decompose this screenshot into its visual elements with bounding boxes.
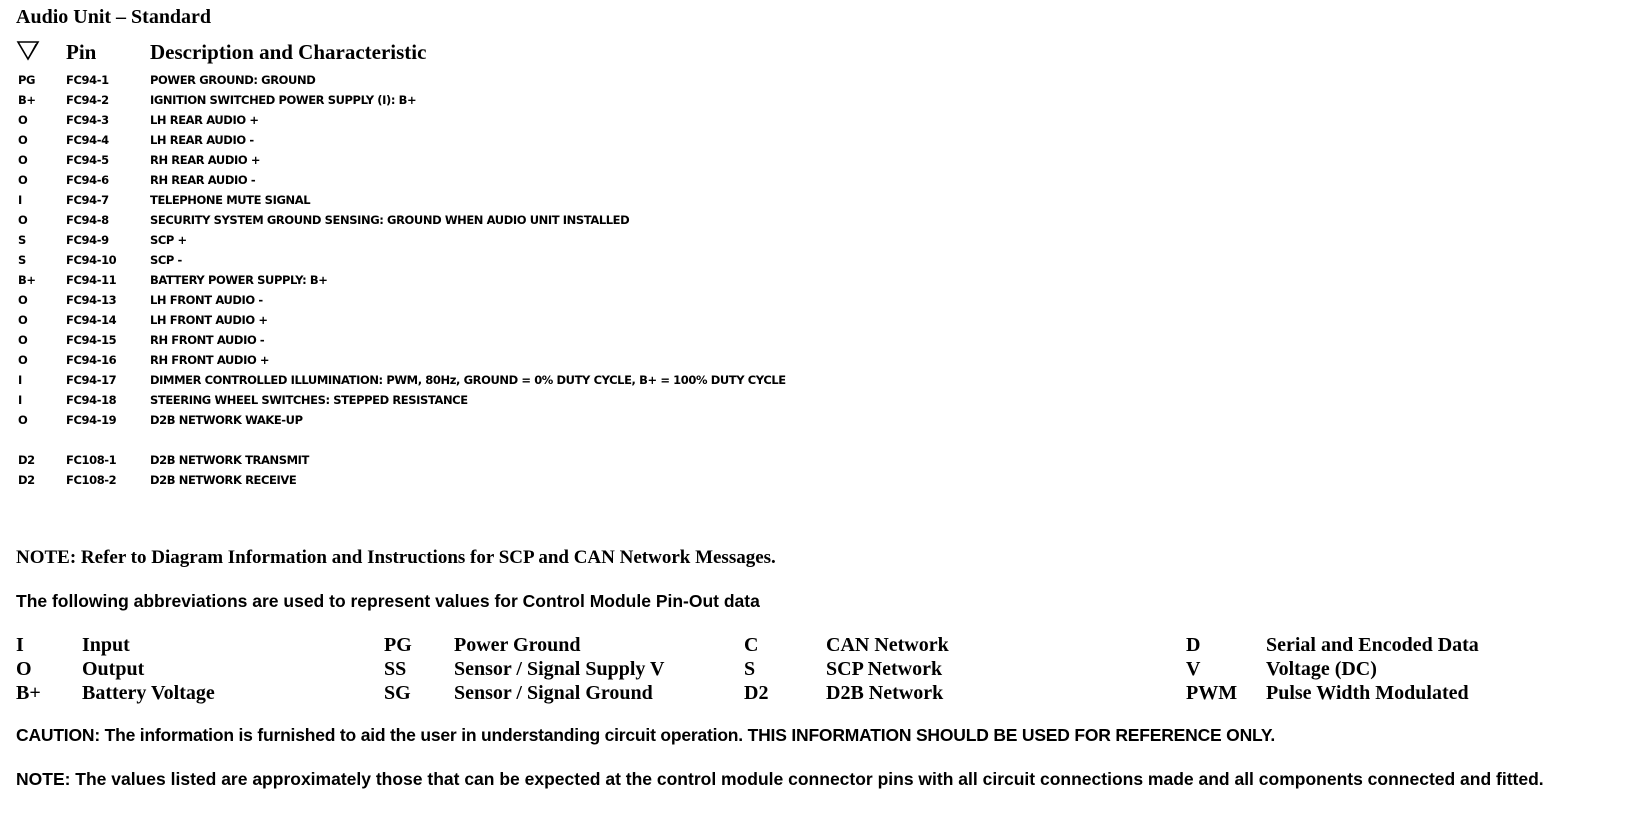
pin-row xyxy=(0,70,1632,90)
column-header-pin: Pin xyxy=(66,40,97,64)
pin-id: FC108-1 xyxy=(66,453,117,467)
network-note: NOTE: Refer to Diagram Information and Instructions for SCP and CAN Network Messages. xyxy=(16,547,776,568)
pin-description: BATTERY POWER SUPPLY: B+ xyxy=(150,273,328,287)
document-title: Audio Unit – Standard xyxy=(16,6,212,28)
abbr-meaning: Sensor / Signal Ground xyxy=(454,682,653,704)
abbr-code: V xyxy=(1186,658,1201,680)
pin-id: FC94-1 xyxy=(66,73,109,87)
pin-id: FC108-2 xyxy=(66,473,117,487)
pin-row xyxy=(0,110,1632,130)
abbreviations-legend xyxy=(0,634,1632,714)
abbr-code: I xyxy=(16,634,24,656)
abbr-meaning: Voltage (DC) xyxy=(1266,658,1377,680)
pin-id: FC94-6 xyxy=(66,173,109,187)
pin-description: D2B NETWORK TRANSMIT xyxy=(150,453,309,467)
abbr-code: D2 xyxy=(744,682,769,704)
pin-type: O xyxy=(18,413,28,427)
pin-row xyxy=(0,170,1632,190)
pin-type: PG xyxy=(18,73,36,87)
values-note: NOTE: The values listed are approximately those that can be expected at the control module connector pins with all circuit connections made and all components connected and fitted. xyxy=(16,769,1544,789)
pin-type: O xyxy=(18,293,28,307)
pin-description: DIMMER CONTROLLED ILLUMINATION: PWM, 80Hz, GROUND = 0% DUTY CYCLE, B+ = 100% DUTY CYCLE xyxy=(150,373,786,387)
pin-id: FC94-3 xyxy=(66,113,109,127)
pin-id: FC94-16 xyxy=(66,353,117,367)
abbr-code: PG xyxy=(384,634,412,656)
pin-type: O xyxy=(18,113,28,127)
pin-type: O xyxy=(18,353,28,367)
pin-description: SCP + xyxy=(150,233,187,247)
pin-description: RH FRONT AUDIO - xyxy=(150,333,265,347)
pin-row xyxy=(0,330,1632,350)
pin-description: TELEPHONE MUTE SIGNAL xyxy=(150,193,311,207)
pin-description: RH FRONT AUDIO + xyxy=(150,353,270,367)
abbr-code: C xyxy=(744,634,759,656)
pin-type: O xyxy=(18,313,28,327)
pin-id: FC94-7 xyxy=(66,193,109,207)
pin-description: LH FRONT AUDIO - xyxy=(150,293,263,307)
pin-id: FC94-4 xyxy=(66,133,109,147)
pin-type: I xyxy=(18,373,22,387)
pin-row xyxy=(0,290,1632,310)
pin-description: LH FRONT AUDIO + xyxy=(150,313,268,327)
abbr-code: S xyxy=(744,658,756,680)
pin-type: O xyxy=(18,333,28,347)
pin-id: FC94-5 xyxy=(66,153,109,167)
pin-type: S xyxy=(18,233,26,247)
pin-description: RH REAR AUDIO - xyxy=(150,173,256,187)
abbr-code: SG xyxy=(384,682,411,704)
pin-row xyxy=(0,270,1632,290)
pin-description: D2B NETWORK WAKE-UP xyxy=(150,413,303,427)
pin-description: D2B NETWORK RECEIVE xyxy=(150,473,297,487)
pin-type: I xyxy=(18,193,22,207)
abbr-code: B+ xyxy=(16,682,41,704)
pin-description: SCP - xyxy=(150,253,182,267)
pin-row xyxy=(0,310,1632,330)
pin-row xyxy=(0,130,1632,150)
abbr-code: SS xyxy=(384,658,407,680)
pin-row xyxy=(0,450,1632,470)
abbr-meaning: Power Ground xyxy=(454,634,581,656)
pin-id: FC94-9 xyxy=(66,233,109,247)
pin-row xyxy=(0,410,1632,430)
pin-description: LH REAR AUDIO - xyxy=(150,133,254,147)
pin-description: SECURITY SYSTEM GROUND SENSING: GROUND WHEN AUDIO UNIT INSTALLED xyxy=(150,213,630,227)
abbr-meaning: Battery Voltage xyxy=(82,682,215,704)
pin-id: FC94-15 xyxy=(66,333,117,347)
pin-row xyxy=(0,250,1632,270)
pin-type: S xyxy=(18,253,26,267)
pin-description: STEERING WHEEL SWITCHES: STEPPED RESISTANCE xyxy=(150,393,468,407)
pin-row xyxy=(0,90,1632,110)
pin-id: FC94-10 xyxy=(66,253,117,267)
column-header-description: Description and Characteristic xyxy=(150,40,427,64)
pin-id: FC94-19 xyxy=(66,413,117,427)
pin-row xyxy=(0,470,1632,490)
abbr-meaning: Sensor / Signal Supply V xyxy=(454,658,665,680)
pin-type: O xyxy=(18,153,28,167)
pin-id: FC94-11 xyxy=(66,273,117,287)
abbreviations-intro: The following abbreviations are used to represent values for Control Module Pin-Out data xyxy=(16,591,760,611)
pin-row xyxy=(0,210,1632,230)
pin-row xyxy=(0,390,1632,410)
caution-text: CAUTION: The information is furnished to aid the user in understanding circuit operation. THIS INFORMATION SHOULD BE USED FOR REFERENCE ONLY. xyxy=(16,725,1276,745)
pin-description: RH REAR AUDIO + xyxy=(150,153,261,167)
pin-id: FC94-14 xyxy=(66,313,117,327)
abbr-meaning: Input xyxy=(82,634,130,656)
pin-row xyxy=(0,190,1632,210)
pin-id: FC94-17 xyxy=(66,373,117,387)
pin-row xyxy=(0,230,1632,250)
abbr-meaning: Pulse Width Modulated xyxy=(1266,682,1469,704)
pin-type: O xyxy=(18,133,28,147)
abbr-code: O xyxy=(16,658,32,680)
pin-description: POWER GROUND: GROUND xyxy=(150,73,316,87)
pin-description: IGNITION SWITCHED POWER SUPPLY (I): B+ xyxy=(150,93,417,107)
pin-description: LH REAR AUDIO + xyxy=(150,113,259,127)
pin-type: B+ xyxy=(18,273,36,287)
abbr-meaning: CAN Network xyxy=(826,634,949,656)
abbr-meaning: D2B Network xyxy=(826,682,944,704)
abbr-code: D xyxy=(1186,634,1201,656)
pin-type: B+ xyxy=(18,93,36,107)
abbr-meaning: Serial and Encoded Data xyxy=(1266,634,1479,656)
pin-type: O xyxy=(18,213,28,227)
pin-id: FC94-2 xyxy=(66,93,109,107)
pin-id: FC94-13 xyxy=(66,293,117,307)
pin-type: I xyxy=(18,393,22,407)
abbr-meaning: SCP Network xyxy=(826,658,943,680)
pin-type: O xyxy=(18,173,28,187)
pin-type: D2 xyxy=(18,473,35,487)
pin-id: FC94-18 xyxy=(66,393,117,407)
pin-row xyxy=(0,370,1632,390)
triangle-down-icon xyxy=(16,39,40,61)
pin-id: FC94-8 xyxy=(66,213,109,227)
abbr-meaning: Output xyxy=(82,658,145,680)
pin-row xyxy=(0,150,1632,170)
pin-row xyxy=(0,350,1632,370)
pin-type: D2 xyxy=(18,453,35,467)
abbr-code: PWM xyxy=(1186,682,1238,704)
